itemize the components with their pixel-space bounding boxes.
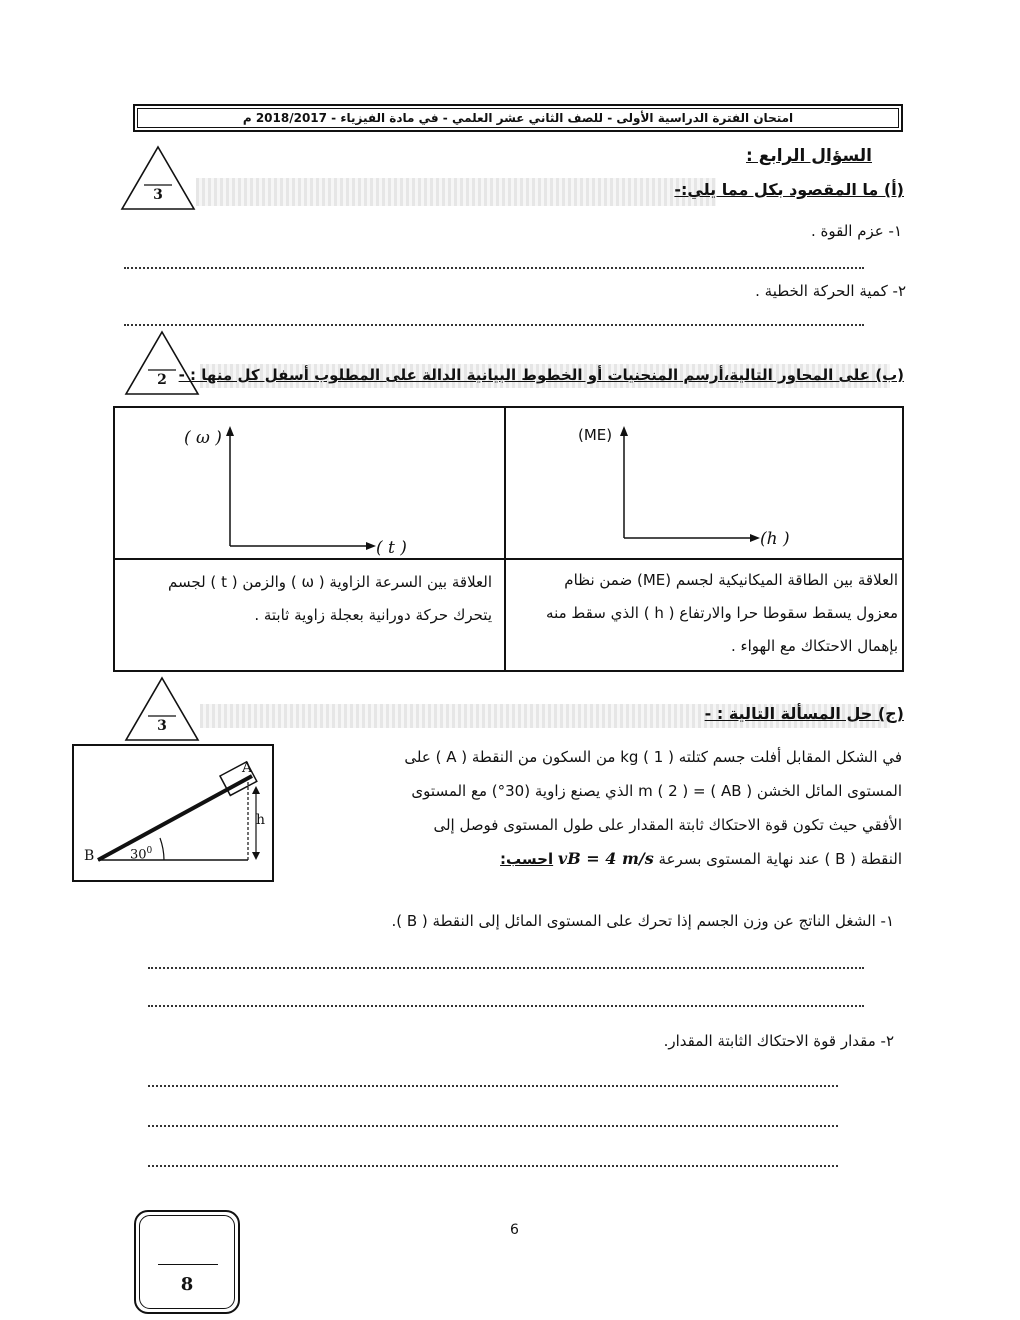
problem-line-4: النقطة ( B ) عند نهاية المستوى بسرعة	[658, 850, 902, 868]
part-a-title: (أ) ما المقصود بكل مما يلي:-	[674, 180, 904, 199]
answer-line[interactable]	[148, 1164, 838, 1167]
calculate-label: احسب:	[500, 850, 554, 868]
part-a-item-1: ١- عزم القوة .	[811, 222, 902, 240]
part-a-item-2: ٢- كمية الحركة الخطية .	[755, 282, 906, 300]
exam-header: امتحان الفترة الدراسية الأولى - للصف الثاني عشر العلمي - في مادة الفيزياء - 2018/2017 م	[133, 104, 903, 132]
score-triangle-a	[120, 145, 196, 211]
point-a-label: A	[242, 760, 253, 776]
height-label: h	[256, 812, 266, 828]
question-title: السؤال الرابع :	[746, 146, 872, 166]
me-height-axes[interactable]	[596, 420, 776, 550]
score-triangle-b	[124, 330, 200, 396]
part-c-title: (ج) حل المسألة التالية : -	[704, 704, 904, 723]
answer-line[interactable]	[148, 1124, 838, 1127]
answer-line[interactable]	[148, 1004, 864, 1007]
score-divider	[158, 1264, 218, 1265]
answer-line[interactable]	[148, 966, 864, 969]
point-b-label: B	[84, 848, 95, 864]
me-axis-label: (ME)	[578, 426, 613, 444]
part-c-item-2: ٢- مقدار قوة الاحتكاك الثابتة المقدار.	[663, 1032, 894, 1050]
desc-right: العلاقة بين الطاقة الميكانيكية لجسم (ME) ضمن نظام معزول يسقط سقوطا حرا والارتفاع ( h ) الذي سقط منه بإهمال الاحتكاك مع الهواء .	[546, 571, 898, 655]
page-number: 6	[510, 1222, 519, 1238]
omega-time-axes[interactable]	[200, 420, 400, 560]
shade-band-a	[196, 178, 716, 206]
omega-axis-label: ( ω )	[184, 428, 222, 448]
total-score-box	[134, 1210, 240, 1314]
angle-label: $30^0$	[130, 846, 153, 863]
time-axis-label: ( t )	[376, 538, 407, 558]
score-c: 3	[157, 718, 167, 734]
total-score: 8	[180, 1274, 194, 1295]
velocity-value: vB = 4 m/s	[557, 849, 654, 868]
desc-left: العلاقة بين السرعة الزاوية ( ω ) والزمن ( t ) لجسم يتحرك حركة دورانية بعجلة زاوية ثابتة .	[168, 573, 492, 624]
problem-statement: في الشكل المقابل أفلت جسم كتلته kg ( 1 ) من السكون من النقطة ( A ) على المستوى المائل الخشن m ( 2 ) = ( AB ) الذي يصنع زاوية (30°) مع المستوى الأفقي حيث تكون قوة الاحتكاك ثابتة المقدار على طول المستوى فوصل إلى النقطة ( B ) عند نهاية المستوى بسرعة vB = 4 m/s احسب:	[404, 748, 902, 868]
incline-figure	[72, 744, 274, 882]
part-c-item-1: ١- الشغل الناتج عن وزن الجسم إذا تحرك على المستوى المائل إلى النقطة ( B ).	[391, 912, 894, 930]
score-a: 3	[153, 187, 163, 203]
answer-line[interactable]	[124, 323, 864, 326]
height-axis-label: (h )	[760, 529, 790, 549]
answer-line[interactable]	[148, 1084, 838, 1087]
answer-line[interactable]	[124, 266, 864, 269]
part-b-title: (ب) على المحاور التالية،أرسم المنحنيات أو الخطوط البيانية الدالة على المطلوب أسفل كل منها : -	[178, 366, 904, 384]
score-b: 2	[157, 372, 167, 388]
table-divider	[504, 406, 506, 672]
score-triangle-c	[124, 676, 200, 742]
